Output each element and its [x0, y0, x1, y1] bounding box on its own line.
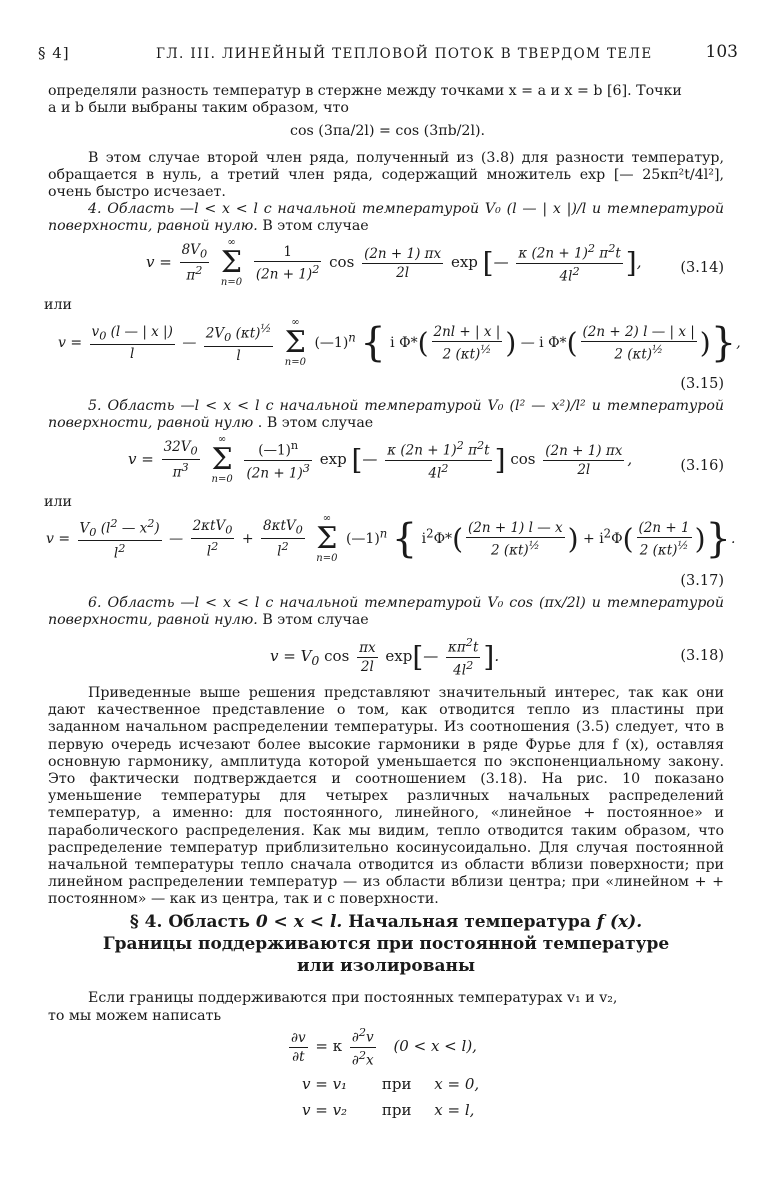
case5-condition: 5. Область —l < x < l с начальной температурой V₀ (l² — x²)/l² и температурой поверхности, равной нулю [48, 398, 724, 432]
case4-condition: 4. Область —l < x < l с начальной температурой V₀ (l — | x |)/l и температурой поверхности, равной нулю. [48, 201, 724, 235]
equation-3-14: v = $\frac{8V_0}{\pi^2}$ ∞ Σ n=0 $\frac{1}{(2n + 1)^2}$ cos $\frac{(2n + 1) \pi x}{2l}$ exp [— $\frac{\kappa (2n + 1)^2 \pi^2t}{4l^2}$ ], [146, 237, 642, 288]
running-header [38, 42, 738, 68]
paragraph-case6 [48, 595, 724, 629]
word-or-1: или [44, 297, 72, 313]
equation-3-16: v = $\frac{32V_0}{\pi^3}$ ∞ Σ n=0 $\frac{(—1)^n}{(2n + 1)^3}$ exp [— $\frac{\kappa (2n + 1)^2 \pi^2t}{4l^2}$ ] cos $\frac{(2n + 1) \pi x}{2l}$ , [128, 434, 633, 485]
paragraph-case5 [48, 398, 724, 432]
intro-line-2: a и b были выбраны таким образом, что [48, 100, 349, 116]
boundary-line-2: то мы можем написать [48, 1008, 222, 1024]
boundary-condition-2: v = v₂ при x = l, [302, 1101, 475, 1119]
word-or-2: или [44, 494, 72, 510]
equation-label-3-18: (3.18) [680, 648, 724, 664]
section-heading-line-2: Границы поддерживаются при постоянной температуре [102, 934, 670, 954]
boundary-line-1: Если границы поддерживаются при постоянных температурах v₁ и v₂, [88, 990, 618, 1006]
section-heading-line-3: или изолированы [296, 956, 476, 976]
equation-label-3-17: (3.17) [680, 573, 724, 589]
boundary-condition-1: v = v₁ при x = 0, [302, 1075, 480, 1093]
paragraph-case4 [48, 201, 724, 235]
header-title: ГЛ. III. ЛИНЕЙНЫЙ ТЕПЛОВОЙ ПОТОК В ТВЕРДОМ ТЕЛЕ [156, 46, 653, 62]
equation-3-18: $v = V_0$ cos $\frac{\pi x}{2l}$ exp[— $\frac{\kappa\pi^2t}{4l^2}$ ]. [270, 636, 500, 678]
case4-tail: В этом случае [257, 218, 369, 235]
header-section: § 4] [38, 44, 70, 62]
case6-condition: 6. Область —l < x < l с начальной температурой V₀ cos (πx/2l) и температурой поверхности, равной нулю. [48, 595, 724, 629]
paragraph-discussion: Приведенные выше решения представляют значительный интерес, так как они дают качественное представление о том, как отводится тепло из пластины при заданном начальном распределении температуры. Из соотношения (3.5) следует, что в первую очередь исчезают более высокие гармоники в ряде Фурье для f (x), оставляя основную гармонику, амплитуда которой уменьшается по экспоненциальному закону. Это фактически подтверждается и соотношением (3.18). На рис. 10 показано уменьшение температуры для четырех различных начальных распределений температур, а именно: для постоянного, линейного, «линейное + постоянное» и параболического распределения. Как мы видим, тепло отводится таким образом, что распределение температур приблизительно косинусоидально. Для случая постоянной начальной температуры тепло сначала отводится из области вблизи поверхности; при линейном распределении температур — из области вблизи центра; при «линейном + + постоянном» — как из центра, так и с поверхности. [48, 685, 724, 908]
section-heading [48, 911, 724, 977]
equation-label-3-15: (3.15) [680, 376, 724, 392]
equation-3-15: v = $\frac{v_0 (l — | x |)}{l}$ — $\frac{2V_0 (\kappa t)^{\frac{1}{2}}}{l}$ ∞ Σ n=0 (—1)$^n$ { i Φ*( $\frac{2nl + | x |}{2 (\kappa t)^{\frac{1}{2}}}$ ) — i Φ*( $\frac{(2n + 2) l — | x |}{2 (\kappa t)^{\frac{1}{2}}}$ )}, [58, 317, 741, 368]
heat-equation: $\frac{\partial v}{\partial t}$ = κ $\frac{\partial^2v}{\partial^2x}$ (0 < x < l), [291, 1026, 477, 1068]
intro-formula: cos (3πa/2l) = cos (3πb/2l). [290, 123, 486, 139]
intro-line-1: определяли разность температур в стержне между точками x = a и x = b [6]. Точки [48, 83, 682, 99]
equation-label-3-16: (3.16) [680, 458, 724, 474]
paragraph-case3: В этом случае второй член ряда, полученный из (3.8) для разности температур, обращается в нуль, а третий член ряда, содержащий множитель exp [— 25κπ²t/4l²], очень быстро исчезает. [48, 150, 724, 201]
page-number: 103 [705, 42, 738, 62]
equation-label-3-14: (3.14) [680, 260, 724, 276]
equation-3-17: v = $\frac{V_0 (l^2 — x^2)}{l^2}$ — $\frac{2\kappa tV_0}{l^2}$ + $\frac{8\kappa tV_0}{l^2}$ ∞ Σ n=0 (—1)$^n$ { $i^2\Phi*$( $\frac{(2n + 1) l — x}{2 (\kappa t)^{\frac{1}{2}}}$ ) + $i^2\Phi$( $\frac{(2n + 1}{2 (\kappa t)^{\frac{1}{2}}}$ )}. [46, 513, 736, 564]
case5-tail: . В этом случае [253, 415, 374, 432]
section-heading-line-1: § 4. Область 0 < x < l. Начальная температура f (x). [129, 912, 643, 932]
case6-tail: В этом случае [257, 612, 369, 629]
